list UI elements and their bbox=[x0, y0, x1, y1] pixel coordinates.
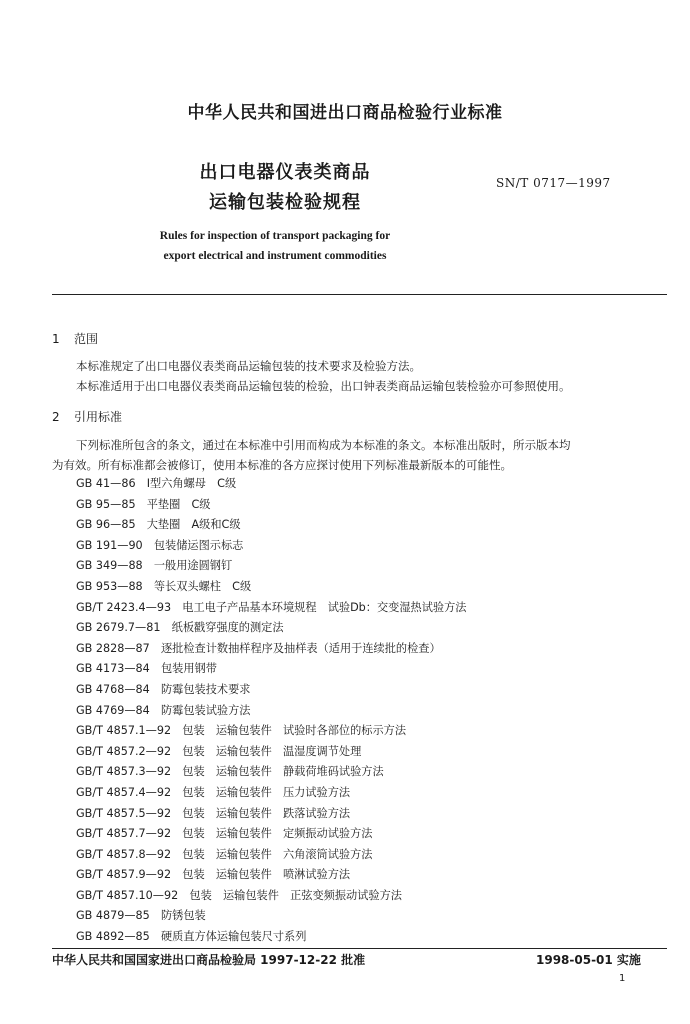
list-item: GB/T 4857.7—92 包装 运输包装件 定频振动试验方法 bbox=[76, 827, 373, 841]
issuer-header: 中华人民共和国进出口商品检验行业标准 bbox=[187, 103, 503, 123]
list-item: GB/T 4857.10—92 包装 运输包装件 正弦变频振动试验方法 bbox=[76, 888, 402, 902]
section-2-paragraph-1: 下列标准所包含的条文，通过在本标准中引用而构成为本标准的条文。本标准出版时，所示版本均 bbox=[76, 438, 571, 452]
list-item: GB 349—88 一般用途圆钢钉 bbox=[76, 559, 233, 573]
title-line-1: 出口电器仪表类商品 bbox=[199, 162, 371, 183]
english-title-line-2: export electrical and instrument commodities bbox=[163, 250, 387, 262]
section-2-paragraph-2: 为有效。所有标准都会被修订，使用本标准的各方应探讨使用下列标准最新版本的可能性。 bbox=[52, 458, 512, 472]
list-item: GB 2679.7—81 纸板戳穿强度的测定法 bbox=[76, 621, 284, 635]
list-item: GB 95—85 平垫圈 C级 bbox=[76, 497, 211, 511]
list-item: GB 4769—84 防霉包装试验方法 bbox=[76, 703, 251, 717]
section-2-title: 引用标准 bbox=[74, 410, 123, 424]
list-item: GB 4892—85 硬质直方体运输包装尺寸系列 bbox=[76, 930, 307, 944]
list-item: GB/T 4857.3—92 包装 运输包装件 静载荷堆码试验方法 bbox=[76, 765, 384, 779]
list-item: GB/T 4857.2—92 包装 运输包装件 温湿度调节处理 bbox=[76, 744, 362, 758]
section-2-number: 2 bbox=[52, 410, 60, 424]
list-item: GB/T 4857.9—92 包装 运输包装件 喷淋试验方法 bbox=[76, 868, 351, 882]
referenced-standards-list bbox=[76, 474, 466, 948]
list-item: GB/T 4857.4—92 包装 运输包装件 压力试验方法 bbox=[76, 785, 351, 799]
list-item: GB 4879—85 防锈包装 bbox=[76, 909, 206, 923]
list-item: GB/T 4857.5—92 包装 运输包装件 跌落试验方法 bbox=[76, 806, 351, 820]
list-item: GB 4768—84 防霉包装技术要求 bbox=[76, 682, 251, 696]
standard-code: SN/T 0717—1997 bbox=[496, 176, 611, 190]
list-item: GB 4173—84 包装用钢带 bbox=[76, 662, 217, 676]
title-line-2: 运输包装检验规程 bbox=[209, 192, 361, 213]
section-1-paragraph-1: 本标准规定了出口电器仪表类商品运输包装的技术要求及检验方法。 bbox=[76, 359, 421, 373]
header-divider bbox=[52, 294, 667, 295]
list-item: GB/T 2423.4—93 电工电子产品基本环境规程 试验Db：交变湿热试验方法 bbox=[76, 600, 467, 614]
list-item: GB 191—90 包装储运图示标志 bbox=[76, 538, 244, 552]
document-title bbox=[150, 158, 420, 218]
list-item: GB 41—86 I型六角螺母 C级 bbox=[76, 477, 237, 490]
effective-date: 1998-05-01 实施 bbox=[536, 953, 641, 967]
page-number: 1 bbox=[619, 973, 626, 984]
section-2-heading bbox=[52, 408, 122, 425]
list-item: GB 96—85 大垫圈 A级和C级 bbox=[76, 518, 241, 532]
list-item: GB/T 4857.8—92 包装 运输包装件 六角滚筒试验方法 bbox=[76, 847, 373, 861]
section-1-heading bbox=[52, 330, 98, 347]
footer-divider bbox=[52, 948, 667, 949]
section-1-paragraph-2: 本标准适用于出口电器仪表类商品运输包装的检验，出口钟表类商品运输包装检验亦可参照使用。 bbox=[76, 379, 571, 393]
list-item: GB 2828—87 逐批检查计数抽样程序及抽样表（适用于连续批的检查） bbox=[76, 641, 441, 655]
english-title bbox=[90, 226, 460, 266]
list-item: GB 953—88 等长双头螺柱 C级 bbox=[76, 579, 252, 593]
english-title-line-1: Rules for inspection of transport packaging for bbox=[159, 230, 391, 242]
list-item: GB/T 4857.1—92 包装 运输包装件 试验时各部位的标示方法 bbox=[76, 724, 407, 738]
approval-statement: 中华人民共和国国家进出口商品检验局 1997-12-22 批准 bbox=[52, 953, 366, 967]
section-1-number: 1 bbox=[52, 332, 60, 346]
section-1-title: 范围 bbox=[74, 332, 99, 346]
